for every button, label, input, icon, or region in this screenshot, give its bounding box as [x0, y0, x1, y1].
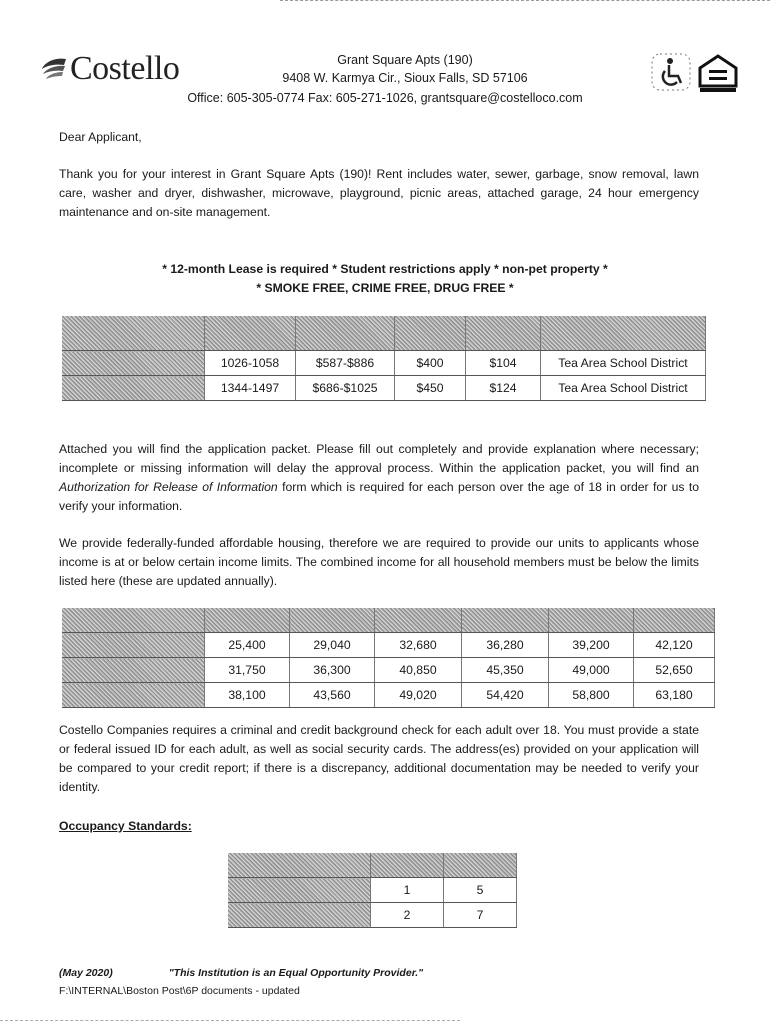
income-limits-table [62, 608, 715, 708]
application-paragraph: Attached you will find the application packet. Please fill out completely and provide explanation where necessary; incomplete or missing information will delay the approval process. Within the application packet, you will find an Authorization for Release of Information form which is required for each person over the age of 18 in order for us to verify your information. [59, 442, 699, 513]
table-header-row [62, 608, 715, 633]
occupancy-heading: Occupancy Standards: [59, 819, 192, 833]
accessibility-icon [652, 54, 690, 90]
table-row: 2 7 [228, 903, 517, 928]
lease-requirements: * 12-month Lease is required * Student restrictions apply * non-pet property * [162, 262, 608, 276]
scan-edge-bottom [0, 1020, 460, 1021]
table-header-row [228, 853, 517, 878]
footer-file-path: F:\INTERNAL\Boston Post\6P documents - updated [59, 985, 300, 997]
compliance-icons [650, 50, 742, 97]
property-address: 9408 W. Karmya Cir., Sioux Falls, SD 57106 [282, 71, 528, 85]
property-rules: * SMOKE FREE, CRIME FREE, DRUG FREE * [256, 281, 514, 295]
table-row: 38,100 43,560 49,020 54,420 58,800 63,180 [62, 683, 715, 708]
equal-opportunity-statement: "This Institution is an Equal Opportunity Provider." [168, 967, 424, 979]
table-row: 1026-1058 $587-$886 $400 $104 Tea Area School District [62, 351, 706, 376]
table-row: 1344-1497 $686-$1025 $450 $124 Tea Area School District [62, 376, 706, 401]
scan-edge-top [280, 0, 770, 3]
salutation: Dear Applicant, [59, 130, 142, 144]
office-contact: Office: 605-305-0774 Fax: 605-271-1026, grantsquare@costelloco.com [187, 91, 583, 105]
units-table [62, 316, 706, 401]
equal-housing-icon [700, 56, 736, 92]
occupancy-table [228, 853, 517, 928]
logo-text: Costello [70, 50, 180, 87]
intro-paragraph: Thank you for your interest in Grant Square Apts (190)! Rent includes water, sewer, garbage, snow removal, lawn care, washer and dryer, dishwasher, microwave, playground, picnic areas, attached garage, 24 hour emergency maintenance and on-site management. [59, 167, 699, 219]
table-row: 25,400 29,040 32,680 36,280 39,200 42,120 [62, 633, 715, 658]
footer-date-line [59, 967, 423, 979]
background-check-paragraph: Costello Companies requires a criminal and credit background check for each adult over 18. You must provide a state or federal issued ID for each adult, as well as social security cards. The address(es) provided on your application will be compared to your credit report; if there is a discrepancy, additional documentation may be needed to verify your identity. [59, 723, 699, 794]
table-row: 1 5 [228, 878, 517, 903]
footer-date: (May 2020) [59, 967, 113, 979]
income-paragraph: We provide federally-funded affordable housing, therefore we are required to provide our units to applicants whose income is at or below certain income limits. The combined income for all household members must be below the limits listed here (these are updated annually). [59, 536, 699, 588]
table-header-row [62, 316, 706, 351]
table-row: 31,750 36,300 40,850 45,350 49,000 52,650 [62, 658, 715, 683]
property-name: Grant Square Apts (190) [337, 53, 473, 67]
